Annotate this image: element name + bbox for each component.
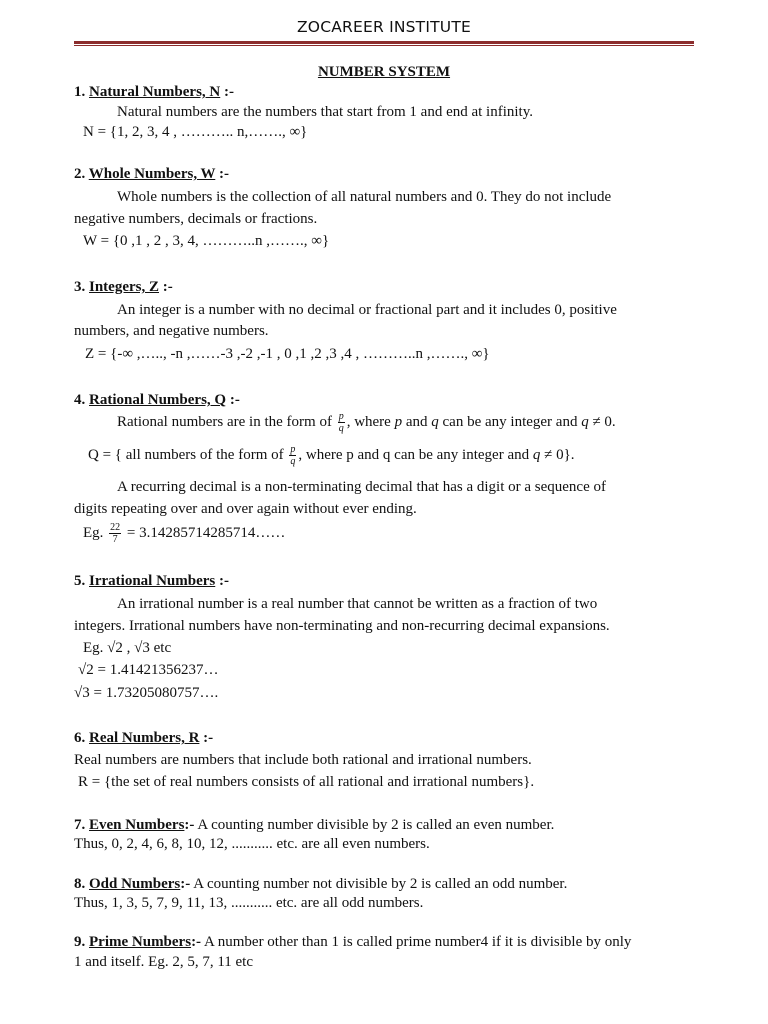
section-5-desc-2: integers. Irrational numbers have non-terminating and non-recurring decimal expansions.	[74, 618, 610, 634]
section-4-heading: 4. Rational Numbers, Q :-	[74, 392, 240, 408]
section-4-recurring-2: digits repeating over and over again without ever ending.	[74, 501, 417, 517]
section-6-heading: 6. Real Numbers, R :-	[74, 730, 214, 746]
section-2-set: W = {0 ,1 , 2 , 3, 4, ………..n ,……., ∞}	[83, 233, 330, 249]
section-1-desc: Natural numbers are the numbers that start from 1 and end at infinity.	[117, 104, 533, 120]
section-2-desc-1: Whole numbers is the collection of all natural numbers and 0. They do not include	[117, 189, 612, 205]
section-1-set: N = {1, 2, 3, 4 , ……….. n,……., ∞}	[83, 124, 308, 140]
section-4-form-line: Rational numbers are in the form of $\frac{p}{q}$ , where p and q can be any integer and q ≠ 0.	[117, 411, 616, 434]
section-5-heading: 5. Irrational Numbers :-	[74, 573, 229, 589]
section-9-example: 1 and itself. Eg. 2, 5, 7, 11 etc	[74, 954, 253, 970]
section-3-desc-1: An integer is a number with no decimal or fractional part and it includes 0, positive	[117, 302, 617, 318]
page-title: NUMBER SYSTEM	[317, 64, 451, 80]
header-rule-thick	[74, 41, 694, 44]
section-5-example: Eg. √2 , √3 etc	[83, 640, 172, 656]
twenty-two-over-seven-fraction: $\frac{22}{7}$	[110, 522, 121, 545]
section-5-desc-1: An irrational number is a real number that cannot be written as a fraction of two	[117, 596, 598, 612]
section-6-desc: Real numbers are numbers that include both rational and irrational numbers.	[74, 752, 532, 768]
header-rule-thin	[74, 45, 694, 46]
p-over-q-fraction-2: $\frac{p}{q}$	[290, 444, 296, 467]
p-over-q-fraction: $\frac{p}{q}$	[338, 411, 344, 434]
section-4-set: Q = { all numbers of the form of $\frac{p}{q}$ , where p and q can be any integer and q ≠ 0}.	[88, 444, 575, 467]
section-1-heading: 1. Natural Numbers, N :-	[74, 84, 234, 100]
section-8-heading: 8. Odd Numbers:- A counting number not divisible by 2 is called an odd number.	[74, 876, 568, 892]
section-3-set: Z = {-∞ ,….., -n ,……-3 ,-2 ,-1 , 0 ,1 ,2 ,3 ,4 , ………..n ,……., ∞}	[85, 346, 490, 362]
section-8-example: Thus, 1, 3, 5, 7, 9, 11, 13, ........... etc. are all odd numbers.	[74, 895, 424, 911]
section-4-example: Eg. $\frac{22}{7}$ = 3.14285714285714……	[83, 522, 286, 545]
institute-header: ZOCAREER INSTITUTE	[296, 18, 472, 36]
section-7-heading: 7. Even Numbers:- A counting number divisible by 2 is called an even number.	[74, 817, 555, 833]
section-6-set: R = {the set of real numbers consists of all rational and irrational numbers}.	[78, 774, 535, 790]
section-9-heading: 9. Prime Numbers:- A number other than 1 is called prime number4 if it is divisible by only	[74, 934, 632, 950]
section-5-root-2: √2 = 1.41421356237…	[78, 662, 219, 678]
section-7-example: Thus, 0, 2, 4, 6, 8, 10, 12, ........... etc. are all even numbers.	[74, 836, 430, 852]
section-4-recurring-1: A recurring decimal is a non-terminating decimal that has a digit or a sequence of	[117, 479, 606, 495]
section-5-root-3: √3 = 1.73205080757….	[74, 685, 219, 701]
section-3-heading: 3. Integers, Z :-	[74, 279, 173, 295]
section-2-heading: 2. Whole Numbers, W :-	[74, 166, 230, 182]
section-3-desc-2: numbers, and negative numbers.	[74, 323, 269, 339]
section-2-desc-2: negative numbers, decimals or fractions.	[74, 211, 318, 227]
